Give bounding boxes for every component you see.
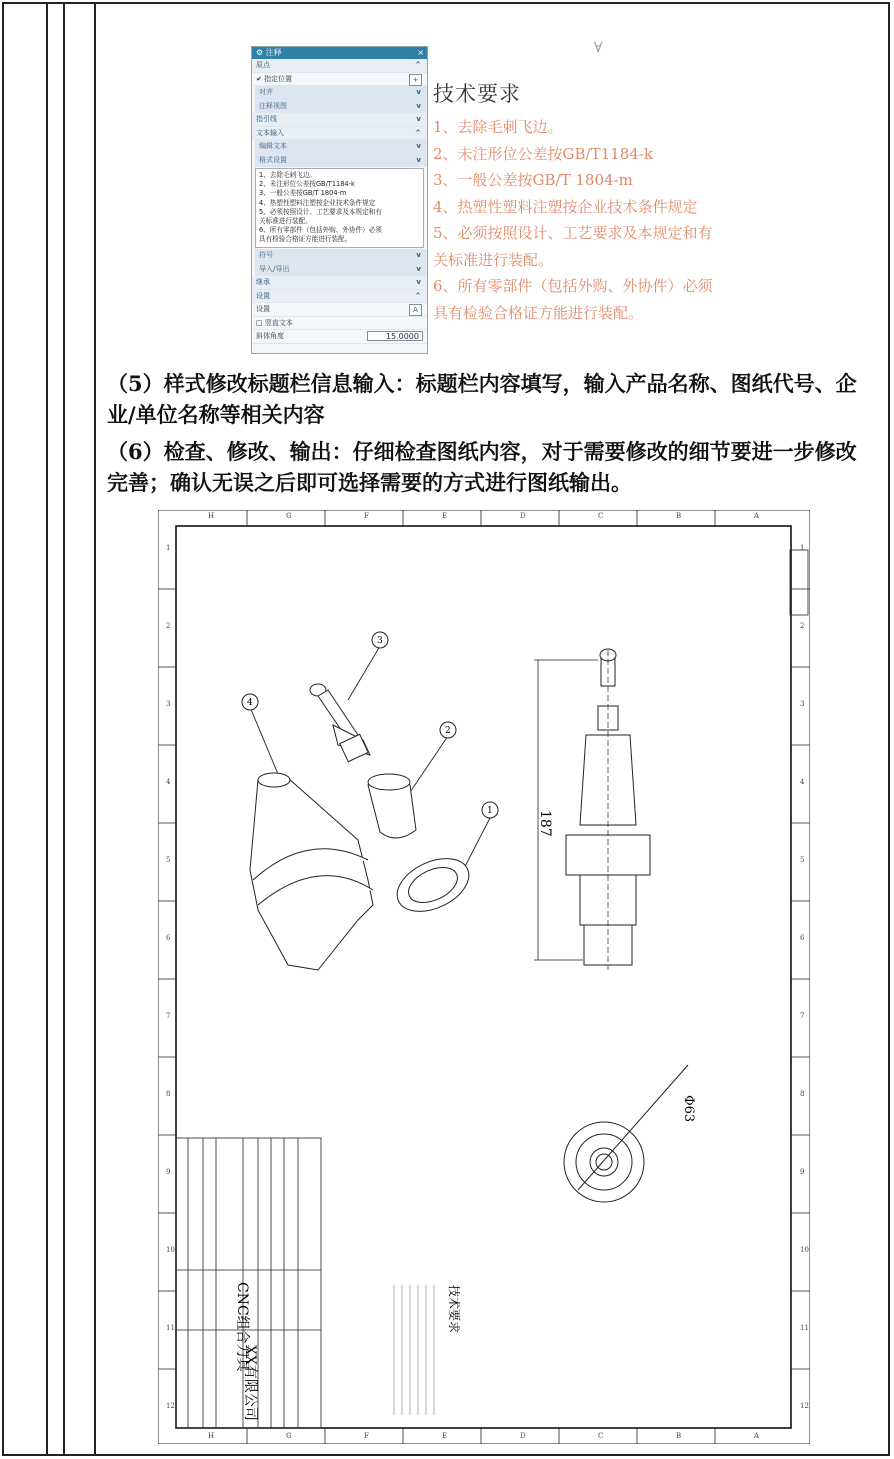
tech-line: 关标准进行装配。 bbox=[433, 250, 554, 269]
text-line: 5、必须按照设计、工艺要求及本规定和有 bbox=[259, 207, 382, 216]
zone-number: 1 bbox=[166, 544, 171, 552]
dialog-titlebar bbox=[252, 47, 427, 59]
dialog-row[interactable] bbox=[255, 154, 427, 168]
zone-number: 7 bbox=[800, 1012, 805, 1020]
zone-letter: B bbox=[676, 1432, 682, 1440]
zone-number: 7 bbox=[166, 1012, 171, 1020]
text-line: 1、去除毛刺飞边。 bbox=[259, 171, 316, 179]
column-divider bbox=[63, 2, 65, 1456]
zone-number: 3 bbox=[166, 700, 171, 708]
dialog-row[interactable] bbox=[252, 303, 427, 317]
zone-letter: C bbox=[598, 1432, 604, 1440]
zone-number: 2 bbox=[166, 622, 171, 630]
tech-line: 1、去除毛刺飞边。 bbox=[433, 118, 563, 136]
zone-number: 10 bbox=[800, 1246, 809, 1254]
zone-letter: E bbox=[442, 1432, 448, 1440]
column-divider bbox=[46, 2, 48, 1456]
dialog-row[interactable] bbox=[252, 59, 427, 73]
zone-letter: D bbox=[520, 1432, 526, 1440]
annotation-dialog bbox=[251, 46, 428, 354]
dialog-row[interactable] bbox=[252, 127, 427, 141]
tech-line: 6、所有零部件（包括外购、外协件）必须 bbox=[433, 277, 713, 295]
dialog-row-label: 原点 bbox=[256, 61, 270, 69]
zone-letter: F bbox=[364, 1432, 369, 1440]
zone-number: 4 bbox=[166, 778, 171, 786]
dialog-row[interactable] bbox=[252, 113, 427, 127]
dialog-row-label: 设置 bbox=[256, 291, 270, 300]
zone-number: 12 bbox=[800, 1402, 809, 1410]
chevron-up-icon[interactable]: ^ bbox=[415, 61, 421, 69]
zone-letter: A bbox=[754, 1432, 760, 1440]
italic-angle-field[interactable]: 15.0000 bbox=[367, 331, 423, 341]
origin-tool-icon[interactable]: + bbox=[409, 74, 422, 86]
text-settings-icon[interactable]: A bbox=[409, 304, 422, 316]
dialog-row-label: □ 竖直文本 bbox=[256, 318, 293, 327]
text-line: 关标准进行装配。 bbox=[259, 217, 312, 226]
text-line: 4、热塑性塑料注塑按企业技术条件规定 bbox=[259, 198, 376, 207]
text-line: 2、未注形位公差按GB/T1184-k bbox=[259, 180, 355, 189]
tech-line: 3、一般公差按GB/T 1804-m bbox=[433, 171, 633, 189]
dialog-row-label: 对齐 bbox=[259, 88, 273, 96]
dialog-row-label: 斜体角度 bbox=[256, 332, 284, 340]
zone-letter: A bbox=[754, 512, 760, 520]
zone-number: 1 bbox=[800, 544, 805, 552]
dialog-row[interactable] bbox=[252, 330, 427, 344]
text-input-area[interactable] bbox=[255, 168, 424, 248]
dialog-row[interactable] bbox=[255, 140, 427, 154]
engineering-drawing bbox=[158, 510, 810, 1444]
balloon-number: 4 bbox=[247, 698, 253, 708]
dialog-row-label: 设置 bbox=[256, 305, 270, 313]
tech-requirements-preview bbox=[433, 78, 713, 326]
zone-letter: H bbox=[208, 512, 215, 520]
zone-letter: D bbox=[520, 512, 526, 520]
chevron-down-icon[interactable]: v bbox=[416, 101, 421, 110]
zone-number: 10 bbox=[166, 1246, 175, 1254]
zone-letter: B bbox=[676, 512, 682, 520]
dialog-row[interactable] bbox=[252, 290, 427, 304]
chevron-down-icon[interactable]: v bbox=[416, 88, 421, 96]
dialog-row[interactable] bbox=[252, 73, 427, 87]
zone-number: 8 bbox=[800, 1090, 805, 1098]
zone-number: 6 bbox=[800, 934, 805, 942]
zone-letter: G bbox=[286, 1432, 292, 1440]
dialog-row-label: 符号 bbox=[259, 251, 273, 259]
dialog-row-label: ✔ 指定位置 bbox=[256, 74, 293, 83]
dim-diameter-label: Φ63 bbox=[681, 1095, 696, 1123]
chevron-up-icon[interactable]: ^ bbox=[415, 128, 421, 137]
text-line: 6、所有零部件（包括外购、外协件）必须 bbox=[259, 226, 382, 235]
text-line: 3、一般公差按GB/T 1804-m bbox=[259, 189, 347, 198]
chevron-down-icon[interactable]: v bbox=[416, 264, 421, 273]
chevron-down-icon[interactable]: v bbox=[416, 278, 421, 286]
zone-number: 2 bbox=[800, 622, 805, 630]
zone-number: 12 bbox=[166, 1402, 175, 1410]
text-line: 具有检验合格证方能进行装配。 bbox=[259, 235, 352, 244]
zone-letter: F bbox=[364, 512, 369, 520]
dialog-row[interactable] bbox=[255, 249, 427, 263]
gear-icon: ⚙ bbox=[256, 48, 266, 57]
dialog-row[interactable] bbox=[255, 86, 427, 100]
tech-line: 具有检验合格证方能进行装配。 bbox=[433, 303, 644, 322]
chevron-down-icon[interactable]: v bbox=[416, 251, 421, 259]
title-product: CNC组合刀具 bbox=[234, 1282, 250, 1372]
chevron-down-icon[interactable]: v bbox=[416, 115, 421, 123]
chevron-up-icon[interactable]: ^ bbox=[415, 291, 421, 300]
tech-line: 2、未注形位公差按GB/T1184-k bbox=[433, 144, 653, 163]
zone-number: 9 bbox=[166, 1168, 171, 1176]
dialog-title: 注释 bbox=[265, 48, 282, 57]
close-icon[interactable]: × bbox=[417, 48, 424, 57]
balloon-number: 3 bbox=[377, 636, 383, 646]
tech-line: 5、必须按照设计、工艺要求及本规定和有 bbox=[433, 224, 713, 242]
dialog-row-label: 注释视图 bbox=[259, 101, 287, 110]
zone-number: 4 bbox=[800, 778, 805, 786]
tech-line: 4、热塑性塑料注塑按企业技术条件规定 bbox=[433, 197, 698, 216]
dialog-row-label: 指引线 bbox=[256, 115, 277, 123]
zone-number: 9 bbox=[800, 1168, 805, 1176]
chevron-down-icon[interactable]: v bbox=[416, 155, 421, 164]
zone-letter: C bbox=[598, 512, 604, 520]
dialog-row-label: 格式设置 bbox=[259, 155, 287, 164]
chevron-down-icon[interactable]: v bbox=[416, 142, 421, 150]
zone-number: 11 bbox=[166, 1324, 175, 1332]
dialog-row[interactable] bbox=[255, 100, 427, 114]
balloon-number: 1 bbox=[487, 806, 493, 816]
zone-letter: H bbox=[208, 1432, 215, 1440]
zone-letter: G bbox=[286, 512, 292, 520]
drawing-tech-heading: 技术要求 bbox=[447, 1285, 461, 1334]
title-company: XX有限公司 bbox=[242, 1345, 258, 1421]
balloon-number: 2 bbox=[445, 726, 451, 736]
dialog-row-label: 继承 bbox=[256, 278, 270, 286]
zone-number: 5 bbox=[800, 856, 805, 864]
dialog-row[interactable] bbox=[252, 317, 427, 331]
dialog-row-label: 编辑文本 bbox=[259, 142, 287, 150]
column-divider bbox=[94, 2, 96, 1456]
zone-letter: E bbox=[442, 512, 448, 520]
tech-heading: 技术要求 bbox=[433, 82, 521, 106]
zone-number: 6 bbox=[166, 934, 171, 942]
dialog-row-label: 导入/导出 bbox=[259, 264, 290, 273]
zone-number: 3 bbox=[800, 700, 805, 708]
dialog-row-label: 文本输入 bbox=[256, 128, 284, 137]
zone-number: 8 bbox=[166, 1090, 171, 1098]
dialog-row[interactable] bbox=[252, 276, 427, 290]
zone-number: 11 bbox=[800, 1324, 809, 1332]
zone-number: 5 bbox=[166, 856, 171, 864]
paragraph-step6: （6）检查、修改、输出：仔细检查图纸内容，对于需要修改的细节要进一步修改完善；确认无误之后即可选择需要的方式进行图纸输出。 bbox=[107, 439, 857, 495]
checkmark-symbol: ∀ bbox=[594, 40, 603, 56]
dim-height-label: 187 bbox=[537, 810, 553, 837]
paragraph-step5: （5）样式修改标题栏信息输入：标题栏内容填写，输入产品名称、图纸代号、企业/单位名称等相关内容 bbox=[107, 371, 857, 427]
dialog-row[interactable] bbox=[255, 263, 427, 277]
